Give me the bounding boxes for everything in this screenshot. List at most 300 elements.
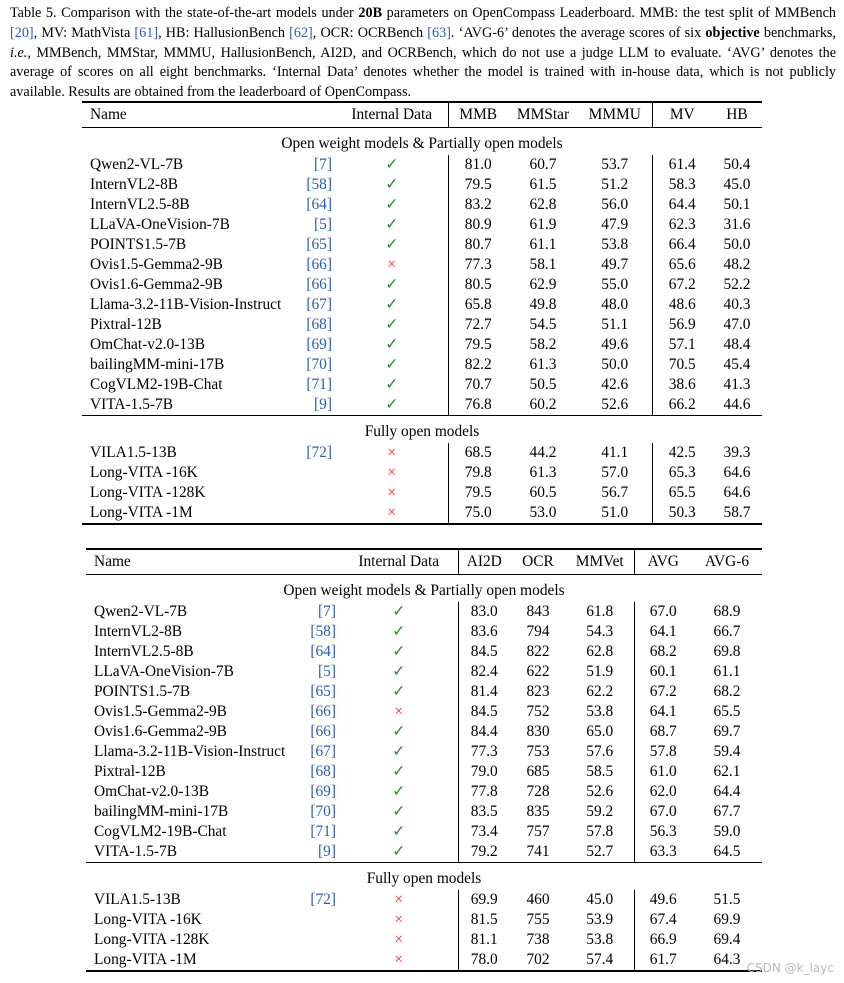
check-mark-icon: ✓ xyxy=(385,356,399,373)
score-cell: 738 xyxy=(526,931,550,948)
score-cell: 54.5 xyxy=(529,316,557,333)
score-cell: 52.7 xyxy=(566,842,634,863)
score-cell: 64.4 xyxy=(652,195,712,215)
citation-link[interactable]: [64] xyxy=(310,643,336,660)
score-cell: 53.9 xyxy=(586,911,614,928)
cross-mark-icon: × xyxy=(387,464,397,481)
check-mark-icon: ✓ xyxy=(385,156,399,173)
check-mark-icon: ✓ xyxy=(392,683,406,700)
header-avg-6: AVG-6 xyxy=(692,549,762,575)
citation-link[interactable]: [68] xyxy=(306,316,332,333)
header-mmb: MMB xyxy=(448,102,508,128)
score-cell: 65.6 xyxy=(652,255,712,275)
header-mv: MV xyxy=(652,102,712,128)
results-table-2 xyxy=(86,548,762,972)
score-cell: 64.1 xyxy=(634,622,692,642)
score-cell: 66.9 xyxy=(634,930,692,950)
table-header-row xyxy=(86,549,762,575)
citation-link[interactable]: [66] xyxy=(310,703,336,720)
header-internal-data: Internal Data xyxy=(340,549,458,575)
score-cell: 38.6 xyxy=(652,375,712,395)
score-cell: 83.5 xyxy=(458,802,510,822)
model-name: Long-VITA -1M xyxy=(86,950,308,971)
table-row xyxy=(86,602,762,622)
score-cell: 69.7 xyxy=(713,723,741,740)
model-name: InternVL2.5-8B xyxy=(90,196,190,213)
score-cell: 82.2 xyxy=(448,355,508,375)
score-cell: 81.1 xyxy=(458,930,510,950)
table-row xyxy=(82,395,762,416)
score-cell: 79.8 xyxy=(448,463,508,483)
score-cell: 60.2 xyxy=(508,395,578,416)
model-name: Pixtral-12B xyxy=(90,316,162,333)
score-cell: 69.4 xyxy=(713,931,741,948)
score-cell: 83.0 xyxy=(458,602,510,622)
score-cell: 57.0 xyxy=(601,464,629,481)
score-cell: 50.4 xyxy=(723,156,751,173)
score-cell: 81.5 xyxy=(458,910,510,930)
score-cell: 41.1 xyxy=(601,444,629,461)
score-cell: 59.2 xyxy=(586,803,614,820)
check-mark-icon: ✓ xyxy=(385,176,399,193)
score-cell: 65.0 xyxy=(586,723,614,740)
score-cell: 73.4 xyxy=(458,822,510,842)
citation-link[interactable]: [7] xyxy=(314,156,332,173)
score-cell: 50.3 xyxy=(652,503,712,524)
header-name: Name xyxy=(82,102,336,128)
score-cell: 79.2 xyxy=(458,842,510,863)
cross-mark-icon: × xyxy=(340,950,458,971)
score-cell: 47.9 xyxy=(601,216,629,233)
citation-link[interactable]: [66] xyxy=(310,723,336,740)
score-cell: 79.5 xyxy=(448,335,508,355)
check-mark-icon: ✓ xyxy=(392,643,406,660)
score-cell: 69.9 xyxy=(458,890,510,910)
results-table-1 xyxy=(82,101,762,525)
score-cell: 61.3 xyxy=(529,464,557,481)
table-row xyxy=(86,762,762,782)
header-mmvet: MMVet xyxy=(566,549,634,575)
citation-link[interactable]: [69] xyxy=(310,783,336,800)
header-hb: HB xyxy=(712,102,762,128)
score-cell: 64.6 xyxy=(723,484,751,501)
citation-link[interactable]: [64] xyxy=(306,196,332,213)
table-row xyxy=(82,443,762,463)
header-avg: AVG xyxy=(634,549,692,575)
score-cell: 44.2 xyxy=(529,444,557,461)
score-cell: 58.1 xyxy=(529,256,557,273)
score-cell: 64.4 xyxy=(713,783,741,800)
score-cell: 62.3 xyxy=(652,215,712,235)
score-cell: 53.8 xyxy=(601,236,629,253)
citation-link[interactable]: [58] xyxy=(310,623,336,640)
watermark: CSDN @k_layc xyxy=(746,961,834,975)
table-row xyxy=(86,930,762,950)
score-cell: 42.6 xyxy=(601,376,629,393)
score-cell: 67.2 xyxy=(652,275,712,295)
score-cell: 752 xyxy=(526,703,550,720)
citation-link[interactable]: [5] xyxy=(314,216,332,233)
table-row xyxy=(86,642,762,662)
model-name: Llama-3.2-11B-Vision-Instruct xyxy=(90,296,282,313)
citation-link[interactable]: [68] xyxy=(310,763,336,780)
citation-link[interactable] xyxy=(308,910,340,930)
score-cell: 58.3 xyxy=(652,175,712,195)
cross-mark-icon: × xyxy=(394,931,404,948)
score-cell: 50.0 xyxy=(723,236,751,253)
score-cell: 62.9 xyxy=(529,276,557,293)
check-mark-icon: ✓ xyxy=(392,623,406,640)
score-cell: 50.1 xyxy=(723,196,751,213)
table-row xyxy=(82,355,762,375)
score-cell: 65.3 xyxy=(652,463,712,483)
model-name: Ovis1.5-Gemma2-9B xyxy=(94,703,227,720)
score-cell: 70.5 xyxy=(652,355,712,375)
citation-link[interactable]: [9] xyxy=(304,395,336,416)
score-cell: 57.6 xyxy=(586,743,614,760)
table-row xyxy=(82,375,762,395)
score-cell: 83.2 xyxy=(448,195,508,215)
citation-link[interactable]: [70] xyxy=(310,803,336,820)
score-cell: 58.2 xyxy=(529,336,557,353)
model-name: CogVLM2-19B-Chat xyxy=(90,376,223,393)
score-cell: 67.2 xyxy=(634,682,692,702)
score-cell: 79.5 xyxy=(448,175,508,195)
citation-link[interactable] xyxy=(308,950,340,971)
score-cell: 58.7 xyxy=(712,503,762,524)
score-cell: 60.7 xyxy=(529,156,557,173)
score-cell: 67.4 xyxy=(634,910,692,930)
model-name: OmChat-v2.0-13B xyxy=(94,783,209,800)
score-cell: 72.7 xyxy=(448,315,508,335)
score-cell: 61.5 xyxy=(529,176,557,193)
score-cell: 77.3 xyxy=(458,742,510,762)
cross-mark-icon: × xyxy=(387,484,397,501)
score-cell: 822 xyxy=(526,643,550,660)
citation-link[interactable]: [58] xyxy=(306,176,332,193)
cross-mark-icon: × xyxy=(394,703,404,720)
model-name: InternVL2.5-8B xyxy=(94,643,194,660)
model-name: bailingMM-mini-17B xyxy=(90,356,225,373)
model-name: CogVLM2-19B-Chat xyxy=(94,823,227,840)
score-cell: 52.6 xyxy=(586,783,614,800)
score-cell: 757 xyxy=(526,823,550,840)
score-cell: 53.7 xyxy=(601,156,629,173)
score-cell: 51.1 xyxy=(601,316,629,333)
score-cell: 67.7 xyxy=(713,803,741,820)
model-name: Qwen2-VL-7B xyxy=(90,156,184,173)
model-name: Ovis1.5-Gemma2-9B xyxy=(90,256,223,273)
score-cell: 56.7 xyxy=(601,484,629,501)
check-mark-icon: ✓ xyxy=(385,216,399,233)
cross-mark-icon: × xyxy=(394,911,404,928)
header-ocr: OCR xyxy=(510,549,566,575)
score-cell: 83.6 xyxy=(458,622,510,642)
check-mark-icon: ✓ xyxy=(385,196,399,213)
table-row xyxy=(86,802,762,822)
model-name: VILA1.5-13B xyxy=(90,444,177,461)
citation-link[interactable] xyxy=(304,463,336,483)
model-name: Qwen2-VL-7B xyxy=(94,603,188,620)
score-cell: 66.4 xyxy=(652,235,712,255)
citation-link[interactable] xyxy=(304,483,336,503)
score-cell: 64.6 xyxy=(723,464,751,481)
model-name: OmChat-v2.0-13B xyxy=(90,336,205,353)
citation-link[interactable]: [70] xyxy=(306,356,332,373)
score-cell: 53.0 xyxy=(508,503,578,524)
check-mark-icon: ✓ xyxy=(392,763,406,780)
score-cell: 63.3 xyxy=(634,842,692,863)
citation-link[interactable]: [62] xyxy=(289,24,313,41)
score-cell: 59.0 xyxy=(713,823,741,840)
score-cell: 79.0 xyxy=(458,762,510,782)
header-name: Name xyxy=(86,549,340,575)
score-cell: 49.7 xyxy=(601,256,629,273)
model-name: LLaVA-OneVision-7B xyxy=(90,216,230,233)
check-mark-icon: ✓ xyxy=(385,376,399,393)
score-cell: 45.0 xyxy=(723,176,751,193)
citation-link[interactable]: [66] xyxy=(306,256,332,273)
table-row xyxy=(82,275,762,295)
score-cell: 68.7 xyxy=(634,722,692,742)
citation-link[interactable]: [67] xyxy=(306,296,332,313)
score-cell: 794 xyxy=(526,623,550,640)
citation-link[interactable]: [66] xyxy=(306,276,332,293)
score-cell: 56.9 xyxy=(652,315,712,335)
score-cell: 57.8 xyxy=(634,742,692,762)
score-cell: 49.6 xyxy=(601,336,629,353)
model-name: Long-VITA -1M xyxy=(82,503,304,524)
score-cell: 82.4 xyxy=(458,662,510,682)
score-cell: 62.8 xyxy=(586,643,614,660)
score-cell: 61.0 xyxy=(634,762,692,782)
score-cell: 741 xyxy=(510,842,566,863)
score-cell: 65.5 xyxy=(713,703,741,720)
header-internal-data: Internal Data xyxy=(336,102,448,128)
citation-link[interactable]: [20] xyxy=(10,24,34,41)
score-cell: 843 xyxy=(526,603,550,620)
model-name: InternVL2-8B xyxy=(94,623,183,640)
score-cell: 68.2 xyxy=(713,683,741,700)
table-row xyxy=(82,315,762,335)
citation-link[interactable]: [65] xyxy=(310,683,336,700)
header-mmstar: MMStar xyxy=(508,102,578,128)
table-row xyxy=(86,682,762,702)
score-cell: 68.2 xyxy=(634,642,692,662)
score-cell: 64.1 xyxy=(634,702,692,722)
score-cell: 61.7 xyxy=(634,950,692,971)
table-row xyxy=(86,890,762,910)
score-cell: 75.0 xyxy=(448,503,508,524)
score-cell: 49.6 xyxy=(634,890,692,910)
model-name: LLaVA-OneVision-7B xyxy=(94,663,234,680)
score-cell: 69.9 xyxy=(713,911,741,928)
table-row xyxy=(86,842,762,863)
check-mark-icon: ✓ xyxy=(392,823,406,840)
score-cell: 60.5 xyxy=(529,484,557,501)
model-name: POINTS1.5-7B xyxy=(90,236,187,253)
section-heading: Open weight models & Partially open models xyxy=(281,134,563,152)
score-cell: 76.8 xyxy=(448,395,508,416)
score-cell: 66.7 xyxy=(713,623,741,640)
score-cell: 61.4 xyxy=(652,155,712,175)
section-heading: Open weight models & Partially open models xyxy=(283,581,565,599)
citation-link[interactable]: [63] xyxy=(427,24,451,41)
citation-link[interactable] xyxy=(308,930,340,950)
check-mark-icon: ✓ xyxy=(385,296,399,313)
score-cell: 50.5 xyxy=(529,376,557,393)
check-mark-icon: ✓ xyxy=(392,743,406,760)
score-cell: 65.8 xyxy=(448,295,508,315)
table-row xyxy=(86,822,762,842)
section-heading: Fully open models xyxy=(364,422,480,440)
score-cell: 84.4 xyxy=(458,722,510,742)
score-cell: 61.1 xyxy=(529,236,557,253)
cross-mark-icon: × xyxy=(336,503,448,524)
score-cell: 45.4 xyxy=(723,356,751,373)
score-cell: 64.3 xyxy=(692,950,762,971)
table-row xyxy=(82,255,762,275)
score-cell: 57.1 xyxy=(652,335,712,355)
score-cell: 753 xyxy=(526,743,550,760)
citation-link[interactable]: [61] xyxy=(134,24,159,41)
score-cell: 62.0 xyxy=(634,782,692,802)
score-cell: 40.3 xyxy=(723,296,751,313)
model-name: Ovis1.6-Gemma2-9B xyxy=(90,276,223,293)
score-cell: 56.0 xyxy=(601,196,629,213)
score-cell: 48.2 xyxy=(723,256,751,273)
score-cell: 61.8 xyxy=(586,603,614,620)
score-cell: 67.0 xyxy=(634,802,692,822)
table-row xyxy=(86,722,762,742)
score-cell: 80.5 xyxy=(448,275,508,295)
score-cell: 48.4 xyxy=(723,336,751,353)
score-cell: 728 xyxy=(526,783,550,800)
score-cell: 53.8 xyxy=(586,703,614,720)
score-cell: 48.6 xyxy=(652,295,712,315)
citation-link[interactable]: [72] xyxy=(310,891,336,908)
score-cell: 64.5 xyxy=(692,842,762,863)
score-cell: 31.6 xyxy=(723,216,751,233)
check-mark-icon: ✓ xyxy=(336,395,448,416)
model-name: POINTS1.5-7B xyxy=(94,683,191,700)
citation-link[interactable]: [72] xyxy=(306,444,332,461)
table-caption: Table 5. Comparison with the state-of-the-art models under 20B parameters on OpenCompass Leaderboard. MMB: the test split of MMBench [20], MV: MathVista [61], HB: HallusionBench [62], OCR: OCRBench [63]. ‘AVG-6’ denotes the average scores of six objective benchmarks, i.e., MMBench, MMStar, MMMU, HallusionBench, AI2D, and OCRBench, which do not use a judge LLM to evaluate. ‘AVG’ denotes the average of scores on all eight benchmarks. ‘Internal Data’ denotes whether the model is trained with in-house data, which is not publicly available. Results are obtained from the leaderboard of OpenCompass. xyxy=(10,5,836,101)
cross-mark-icon: × xyxy=(387,444,397,461)
model-name: VILA1.5-13B xyxy=(94,891,181,908)
citation-link[interactable]: [69] xyxy=(306,336,332,353)
citation-link[interactable]: [65] xyxy=(306,236,332,253)
score-cell: 39.3 xyxy=(723,444,751,461)
score-cell: 50.0 xyxy=(601,356,629,373)
score-cell: 835 xyxy=(526,803,550,820)
citation-link[interactable]: [71] xyxy=(310,823,336,840)
score-cell: 755 xyxy=(526,911,550,928)
score-cell: 42.5 xyxy=(652,443,712,463)
score-cell: 51.5 xyxy=(713,891,741,908)
model-name: Long-VITA -128K xyxy=(94,931,210,948)
table-row xyxy=(86,622,762,642)
section-heading: Fully open models xyxy=(366,869,482,887)
score-cell: 66.2 xyxy=(652,395,712,416)
check-mark-icon: ✓ xyxy=(340,842,458,863)
score-cell: 84.5 xyxy=(458,702,510,722)
citation-link[interactable]: [9] xyxy=(308,842,340,863)
score-cell: 62.8 xyxy=(529,196,557,213)
score-cell: 79.5 xyxy=(448,483,508,503)
score-cell: 78.0 xyxy=(458,950,510,971)
citation-link[interactable]: [71] xyxy=(306,376,332,393)
table-row xyxy=(86,702,762,722)
score-cell: 58.5 xyxy=(586,763,614,780)
citation-link[interactable]: [5] xyxy=(318,663,336,680)
score-cell: 61.3 xyxy=(529,356,557,373)
model-name: Llama-3.2-11B-Vision-Instruct xyxy=(94,743,286,760)
score-cell: 67.0 xyxy=(634,602,692,622)
score-cell: 44.6 xyxy=(712,395,762,416)
score-cell: 56.3 xyxy=(634,822,692,842)
score-cell: 61.9 xyxy=(529,216,557,233)
score-cell: 51.9 xyxy=(586,663,614,680)
citation-link[interactable]: [7] xyxy=(318,603,336,620)
score-cell: 51.2 xyxy=(601,176,629,193)
table-row xyxy=(86,950,762,971)
score-cell: 68.9 xyxy=(713,603,741,620)
score-cell: 81.4 xyxy=(458,682,510,702)
cross-mark-icon: × xyxy=(394,891,404,908)
model-name: Pixtral-12B xyxy=(94,763,166,780)
model-name: bailingMM-mini-17B xyxy=(94,803,229,820)
score-cell: 45.0 xyxy=(586,891,614,908)
table-row xyxy=(82,295,762,315)
table-row xyxy=(82,175,762,195)
score-cell: 830 xyxy=(526,723,550,740)
check-mark-icon: ✓ xyxy=(385,336,399,353)
table-row xyxy=(86,910,762,930)
score-cell: 57.4 xyxy=(566,950,634,971)
model-name: Long-VITA -128K xyxy=(90,484,206,501)
score-cell: 52.6 xyxy=(578,395,652,416)
table-row xyxy=(82,235,762,255)
score-cell: 65.5 xyxy=(652,483,712,503)
score-cell: 77.3 xyxy=(448,255,508,275)
score-cell: 823 xyxy=(526,683,550,700)
score-cell: 61.1 xyxy=(713,663,741,680)
check-mark-icon: ✓ xyxy=(392,803,406,820)
check-mark-icon: ✓ xyxy=(392,663,406,680)
check-mark-icon: ✓ xyxy=(392,783,406,800)
citation-link[interactable]: [67] xyxy=(310,743,336,760)
header-mmmu: MMMU xyxy=(578,102,652,128)
table-row xyxy=(82,195,762,215)
citation-link[interactable] xyxy=(304,503,336,524)
score-cell: 702 xyxy=(510,950,566,971)
model-name: VITA-1.5-7B xyxy=(86,842,308,863)
score-cell: 48.0 xyxy=(601,296,629,313)
model-name: Long-VITA -16K xyxy=(90,464,198,481)
score-cell: 80.9 xyxy=(448,215,508,235)
score-cell: 51.0 xyxy=(578,503,652,524)
score-cell: 41.3 xyxy=(723,376,751,393)
check-mark-icon: ✓ xyxy=(392,603,406,620)
score-cell: 59.4 xyxy=(713,743,741,760)
score-cell: 622 xyxy=(526,663,550,680)
score-cell: 460 xyxy=(526,891,550,908)
score-cell: 84.5 xyxy=(458,642,510,662)
score-cell: 57.8 xyxy=(586,823,614,840)
score-cell: 69.8 xyxy=(713,643,741,660)
check-mark-icon: ✓ xyxy=(385,276,399,293)
